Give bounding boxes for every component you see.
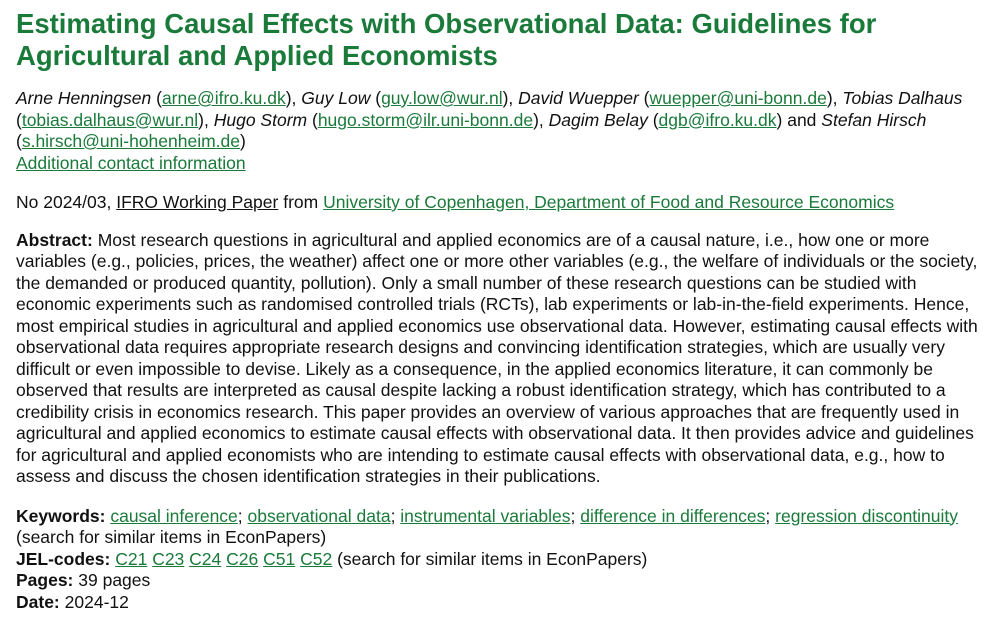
keyword-link[interactable]: observational data	[247, 505, 391, 526]
date-value: 2024-12	[64, 591, 129, 612]
paper-title: Estimating Causal Effects with Observational Data: Guidelines for Agricultural and Applied Economists	[16, 8, 877, 71]
keyword-link[interactable]: instrumental variables	[400, 505, 571, 526]
author-name: David Wuepper	[518, 88, 639, 108]
keyword-link[interactable]: difference in differences	[580, 505, 766, 526]
institution-link[interactable]: University of Copenhagen, Department of Food and Resource Economics	[323, 192, 895, 212]
jel-code-link[interactable]: C23	[152, 548, 185, 569]
date-label: Date:	[16, 591, 60, 612]
keywords-search-note: (search for similar items in EconPapers)	[16, 527, 327, 547]
author-email-link[interactable]: arne@ifro.ku.dk	[161, 88, 286, 108]
author-email-link[interactable]: tobias.dalhaus@wur.nl	[21, 109, 199, 130]
pages-label: Pages:	[16, 570, 74, 590]
abstract-text: Most research questions in agricultural and applied economics are of a causal nature, i.e., how one or more variables (e.g., policies, prices, the weather) affect one or more other variables (e.g., the welfare of individuals or the society, the demanded or produced quantity, pollution). Only a small number of these research questions can be studied with economic experiments such as randomised controlled trials (RCTs), lab experiments or lab-in-the-field experiments. Hence, most empirical studies in agricultural and applied economics use observational data. However, estimating causal effects with observational data requires appropriate research designs and convincing identification strategies, which are usually very difficult or even impossible to devise. Likely as a consequence, in the applied economics literature, it can commonly be observed that results are interpreted as causal despite lacking a robust identification strategy, which has contributed to a credibility crisis in economics research. This paper provides an overview of various approaches that are frequently used in agricultural and applied economics to estimate causal effects with observational data. It then provides advice and guidelines for agricultural and applied economists who are intending to estimate causal effects with observational data, e.g., how to assess and discuss the chosen identification strategies in their publications.	[16, 229, 978, 486]
author-name: Arne Henningsen	[16, 88, 152, 108]
jel-code-link[interactable]: C52	[300, 548, 333, 569]
series-line	[16, 192, 984, 214]
series-link[interactable]: IFRO Working Paper	[116, 192, 279, 212]
jel-code-link[interactable]: C51	[263, 548, 296, 569]
author-email-link[interactable]: s.hirsch@uni-hohenheim.de	[21, 131, 240, 151]
author-name: Dagim Belay	[548, 109, 648, 130]
author-email-link[interactable]: wuepper@uni-bonn.de	[649, 88, 827, 108]
paper-number: No 2024/03,	[16, 192, 112, 212]
abstract-label: Abstract:	[16, 229, 93, 250]
author-email-link[interactable]: guy.low@wur.nl	[381, 88, 503, 108]
jel-search-note: (search for similar items in EconPapers)	[337, 548, 648, 569]
author-email-link[interactable]: hugo.storm@ilr.uni-bonn.de	[317, 109, 534, 130]
author-email-link[interactable]: dgb@ifro.ku.dk	[658, 109, 777, 130]
keywords-label: Keywords:	[16, 505, 106, 526]
additional-contact-link[interactable]: Additional contact information	[16, 152, 246, 173]
date-line	[16, 592, 984, 614]
abstract	[16, 230, 984, 488]
pages-line	[16, 570, 984, 592]
author-name: Guy Low	[301, 88, 371, 108]
jel-codes-line	[16, 549, 984, 571]
author-name: Tobias Dalhaus	[842, 88, 963, 108]
jel-code-link[interactable]: C21	[115, 548, 148, 569]
series-from: from	[283, 192, 319, 212]
author-name: Hugo Storm	[213, 109, 308, 130]
keyword-link[interactable]: regression discontinuity	[775, 505, 959, 526]
keywords-line: Keywords: causal inference; observational data; instrumental variables; difference in differences; regression discontinuity (search for similar items in EconPapers)	[16, 505, 959, 547]
author-name: Stefan Hirsch	[821, 109, 927, 130]
jel-code-link[interactable]: C24	[189, 548, 222, 569]
jel-label: JEL-codes:	[16, 548, 111, 569]
keyword-link[interactable]: causal inference	[110, 505, 238, 526]
author-list: Arne Henningsen (arne@ifro.ku.dk), Guy Low (guy.low@wur.nl), David Wuepper (wuepper@uni-bonn.de), Tobias Dalhaus (tobias.dalhaus@wur.nl), Hugo Storm (hugo.storm@ilr.uni-bonn.de), Dagim Belay (dgb@ifro.ku.dk) and Stefan Hirsch (s.hirsch@uni-hohenheim.de) Additional contact information	[16, 88, 963, 173]
author-and: and	[787, 109, 817, 130]
pages-value: 39 pages	[78, 570, 151, 590]
jel-code-link[interactable]: C26	[226, 548, 259, 569]
